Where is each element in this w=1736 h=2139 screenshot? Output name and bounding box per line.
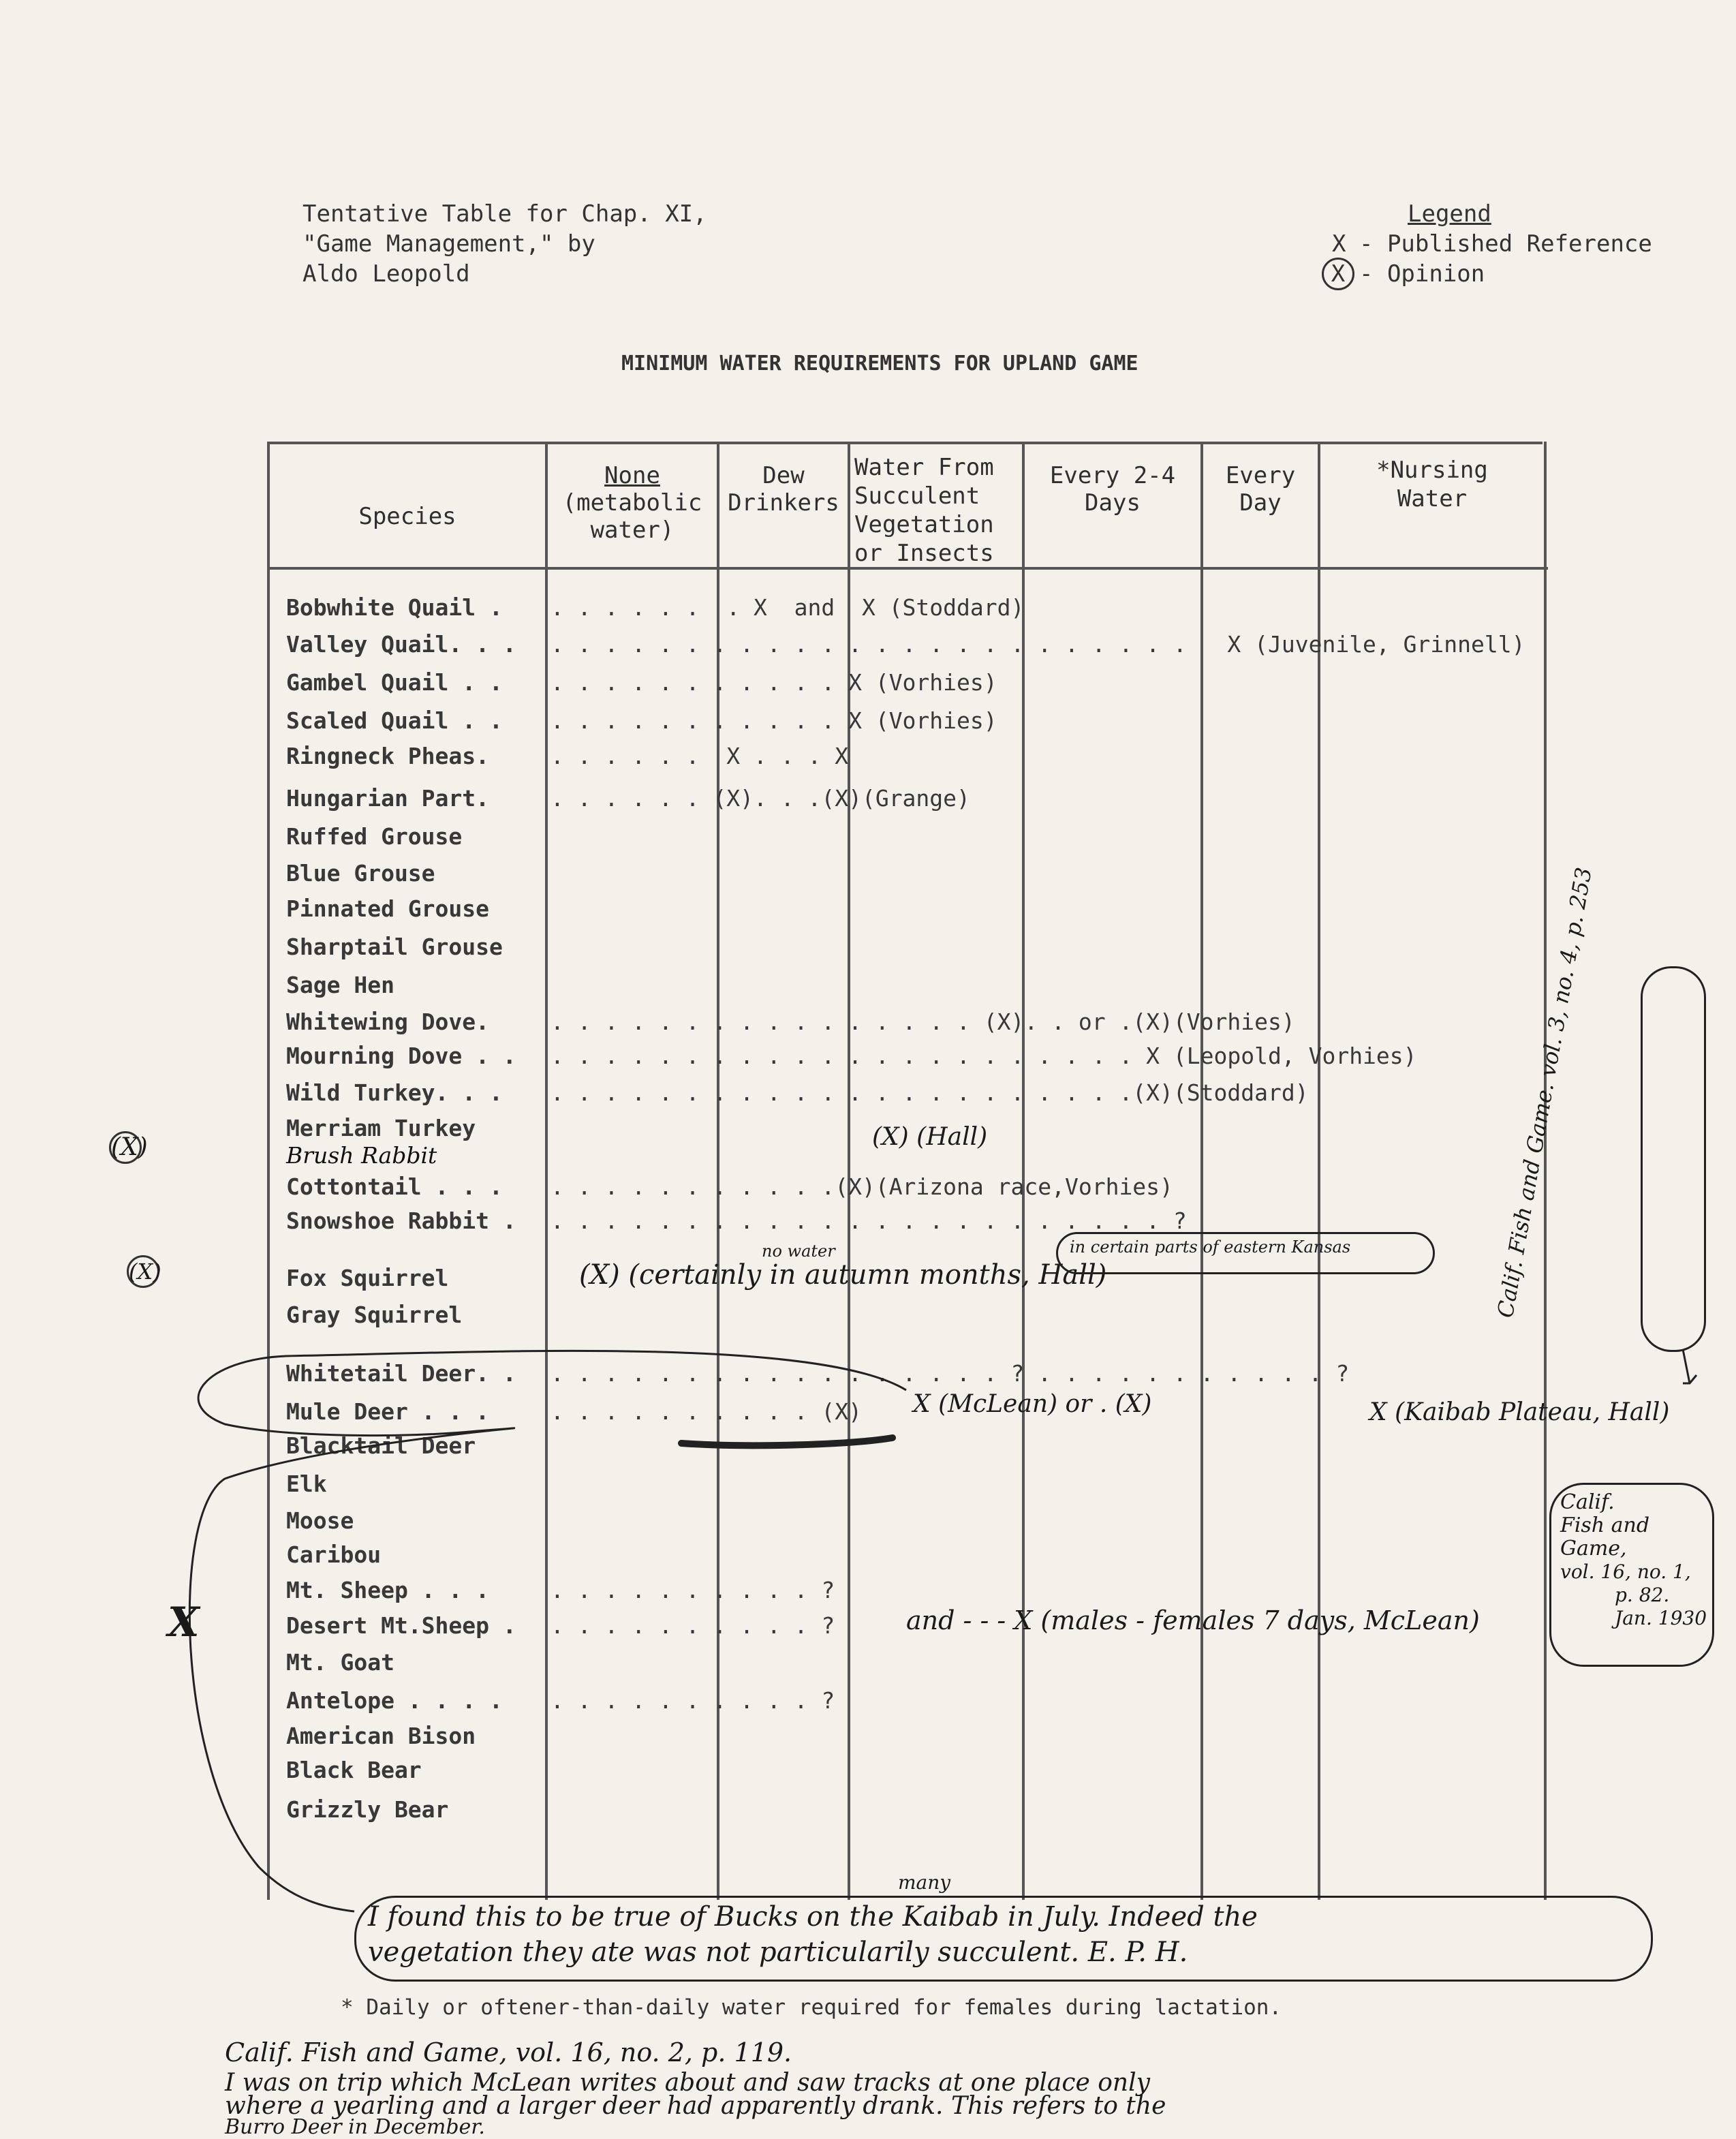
table-row-species: Black Bear (286, 1757, 422, 1783)
table-row-species: Sharptail Grouse (286, 934, 503, 960)
hand-bottom-line-2: I was on trip which McLean writes about and saw tracks at one place only (225, 2069, 1150, 2097)
table-row-species: Cottontail . . . (286, 1173, 503, 1200)
legend-published-symbol: X (1332, 230, 1346, 258)
hand-right-note-2-line: vol. 16, no. 1, (1560, 1560, 1691, 1583)
header-left-line-3: Aldo Leopold (303, 260, 470, 288)
table-row-species: Desert Mt.Sheep . (286, 1612, 516, 1639)
column-header-every24-line2: Days (1085, 489, 1141, 517)
column-header-everyday-line2: Day (1239, 489, 1282, 517)
table-row-species: Bobwhite Quail . (286, 594, 503, 621)
hand-fox-squirrel-insert-1: no water (762, 1242, 835, 1261)
table-row-entry: . . . . . . . X and X (Stoddard) (551, 594, 1025, 621)
column-header-dew-line2: Drinkers (728, 489, 839, 517)
hand-right-note-2-line: Fish and (1560, 1513, 1650, 1537)
table-row-species: Fox Squirrel (286, 1265, 449, 1291)
hand-bubble-note-line-2: vegetation they ate was not particularily succulent. E. P. H. (368, 1937, 1188, 1968)
table-row-species: American Bison (286, 1723, 476, 1749)
column-header-succulent-line3: Vegetation (854, 511, 994, 538)
hand-bottom-line-4: Burro Deer in December. (225, 2115, 485, 2139)
table-row-entry: . . . . . . . . . . ? (551, 1687, 835, 1714)
margin-mark-1: (X) (109, 1131, 142, 1164)
table-row-species: Scaled Quail . . (286, 707, 503, 734)
table-row-species: Wild Turkey. . . (286, 1079, 503, 1106)
table-row-entry: . . . . . . (X). . .(X)(Grange) (551, 785, 970, 812)
table-row-species: Ruffed Grouse (286, 823, 463, 850)
table-row-species: Mt. Goat (286, 1649, 394, 1676)
table-row-entry: . . . . . . X . . . X (551, 743, 849, 769)
table-row-species: Caribou (286, 1541, 382, 1568)
table-row-entry: . . . . . . . . . . . . . . . . . ? . . . . . . . . . . . ? (551, 1360, 1350, 1387)
column-header-none-line3: water) (590, 517, 675, 544)
hand-bottom-line-3: where a yearling and a larger deer had apparently drank. This refers to the (225, 2092, 1166, 2120)
table-row-entry: . . . . . . . . . . . . . . . . (X). . or .(X)(Vorhies) (551, 1009, 1295, 1035)
table-row-entry: . . . . . . . . . . ? (551, 1612, 835, 1639)
header-left-line-1: Tentative Table for Chap. XI, (303, 200, 707, 228)
column-header-nursing-line1: *Nursing (1376, 457, 1488, 484)
table-row-species: Ringneck Pheas. (286, 743, 490, 769)
hand-right-note-1: Calif. Fish and Game. vol. 3, no. 4, p. 253 (1492, 865, 1597, 1320)
hand-fox-squirrel-note: (X) (certainly in autumn months, Hall) (579, 1259, 1107, 1291)
hand-fox-squirrel-insert-2: in certain parts of eastern Kansas (1070, 1237, 1351, 1257)
column-header-everyday-line1: Every (1225, 462, 1296, 489)
table-row-species: Blacktail Deer (286, 1432, 476, 1459)
hand-bottom-line-1: Calif. Fish and Game, vol. 16, no. 2, p. 119. (225, 2037, 792, 2067)
table-row-species: Sage Hen (286, 972, 394, 998)
table-row-species: Brush Rabbit (286, 1142, 437, 1169)
hand-merriam-hall: (X) (Hall) (872, 1123, 988, 1151)
table-row-entry: . . . . . . . . . . . . . . . . . . . . . . . ? (551, 1207, 1187, 1234)
table-row-species: Pinnated Grouse (286, 895, 490, 922)
table-row-species: Merriam Turkey (286, 1115, 476, 1141)
column-header-nursing-line2: Water (1397, 485, 1468, 512)
table-row-entry: . . . . . . . . . . . . . . . . . . . . . . . . X (Juvenile, Grinnell) (551, 631, 1525, 658)
table-row-species: Antelope . . . . (286, 1687, 503, 1714)
hand-desert-sheep: and - - - X (males - females 7 days, McLean) (906, 1605, 1480, 1635)
table-row-species: Valley Quail. . . (286, 631, 516, 658)
column-header-none-line1: None (604, 462, 660, 489)
footnote: * Daily or oftener-than-daily water required for females during lactation. (341, 1995, 1282, 2020)
table-row-species: Mule Deer . . . (286, 1398, 490, 1425)
column-header-succulent-line2: Succulent (854, 482, 980, 510)
hand-mule-deer-kaibab: X (Kaibab Plateau, Hall) (1369, 1398, 1670, 1426)
hand-right-note-2-line: p. 82. (1615, 1584, 1670, 1606)
table-row-species: Whitetail Deer. . (286, 1360, 516, 1387)
column-header-every24-line1: Every 2-4 (1049, 462, 1176, 489)
header-left-line-2: "Game Management," by (303, 230, 595, 258)
margin-mark-2: (X) (127, 1255, 159, 1288)
column-header-dew-line1: Dew (762, 462, 805, 489)
table-row-species: Elk (286, 1471, 327, 1497)
table-row-species: Gray Squirrel (286, 1302, 463, 1328)
table-row-species: Blue Grouse (286, 860, 435, 887)
hand-right-note-2-line: Game, (1560, 1537, 1627, 1560)
table-row-species: Gambel Quail . . (286, 669, 503, 696)
table-row-entry: . . . . . . . . . . .(X)(Arizona race,Vorhies) (551, 1173, 1173, 1200)
legend-published: - Published Reference (1359, 230, 1652, 258)
margin-mark-3: X (168, 1599, 200, 1646)
table-row-entry: . . . . . . . . . . . X (Vorhies) (551, 707, 997, 734)
column-header-none-line2: (metabolic (562, 489, 702, 517)
table-row-species: Mt. Sheep . . . (286, 1577, 490, 1603)
table-row-species: Whitewing Dove. (286, 1009, 490, 1035)
table-row-species: Mourning Dove . . (286, 1043, 516, 1069)
column-header-succulent-line1: Water From (854, 454, 994, 481)
table-row-entry: . . . . . . . . . . . . . . . . . . . . . . X (Leopold, Vorhies) (551, 1043, 1417, 1069)
table-row-species: Grizzly Bear (286, 1796, 449, 1823)
table-row-entry: . . . . . . . . . . . . . . . . . . . . . .(X)(Stoddard) (551, 1079, 1309, 1106)
page-title: MINIMUM WATER REQUIREMENTS FOR UPLAND GAME (621, 352, 1138, 375)
column-header-succulent-line4: or Insects (854, 540, 994, 567)
hand-right-note-2-line: Jan. 1930 (1615, 1607, 1707, 1629)
table-row-entry: . . . . . . . . . . (X) (551, 1398, 862, 1425)
hand-bubble-note-insert: many (898, 1871, 951, 1894)
table-row-entry: . . . . . . . . . . . X (Vorhies) (551, 669, 997, 696)
hand-bubble-note-line-1: I found this to be true of Bucks on the Kaibab in July. Indeed the (368, 1901, 1258, 1933)
table-row-species: Moose (286, 1507, 354, 1534)
hand-right-note-2-line: Calif. (1560, 1490, 1615, 1514)
legend-title: Legend (1408, 200, 1491, 228)
legend-opinion-symbol: X (1322, 258, 1354, 290)
legend-opinion: - Opinion (1359, 260, 1485, 288)
table-row-species: Hungarian Part. (286, 785, 490, 812)
table-row-species: Snowshoe Rabbit . (286, 1207, 516, 1234)
column-header-species: Species (358, 503, 456, 530)
table-row-entry: . . . . . . . . . . ? (551, 1577, 835, 1603)
hand-mule-deer-mclean: X (McLean) or . (X) (913, 1390, 1152, 1418)
